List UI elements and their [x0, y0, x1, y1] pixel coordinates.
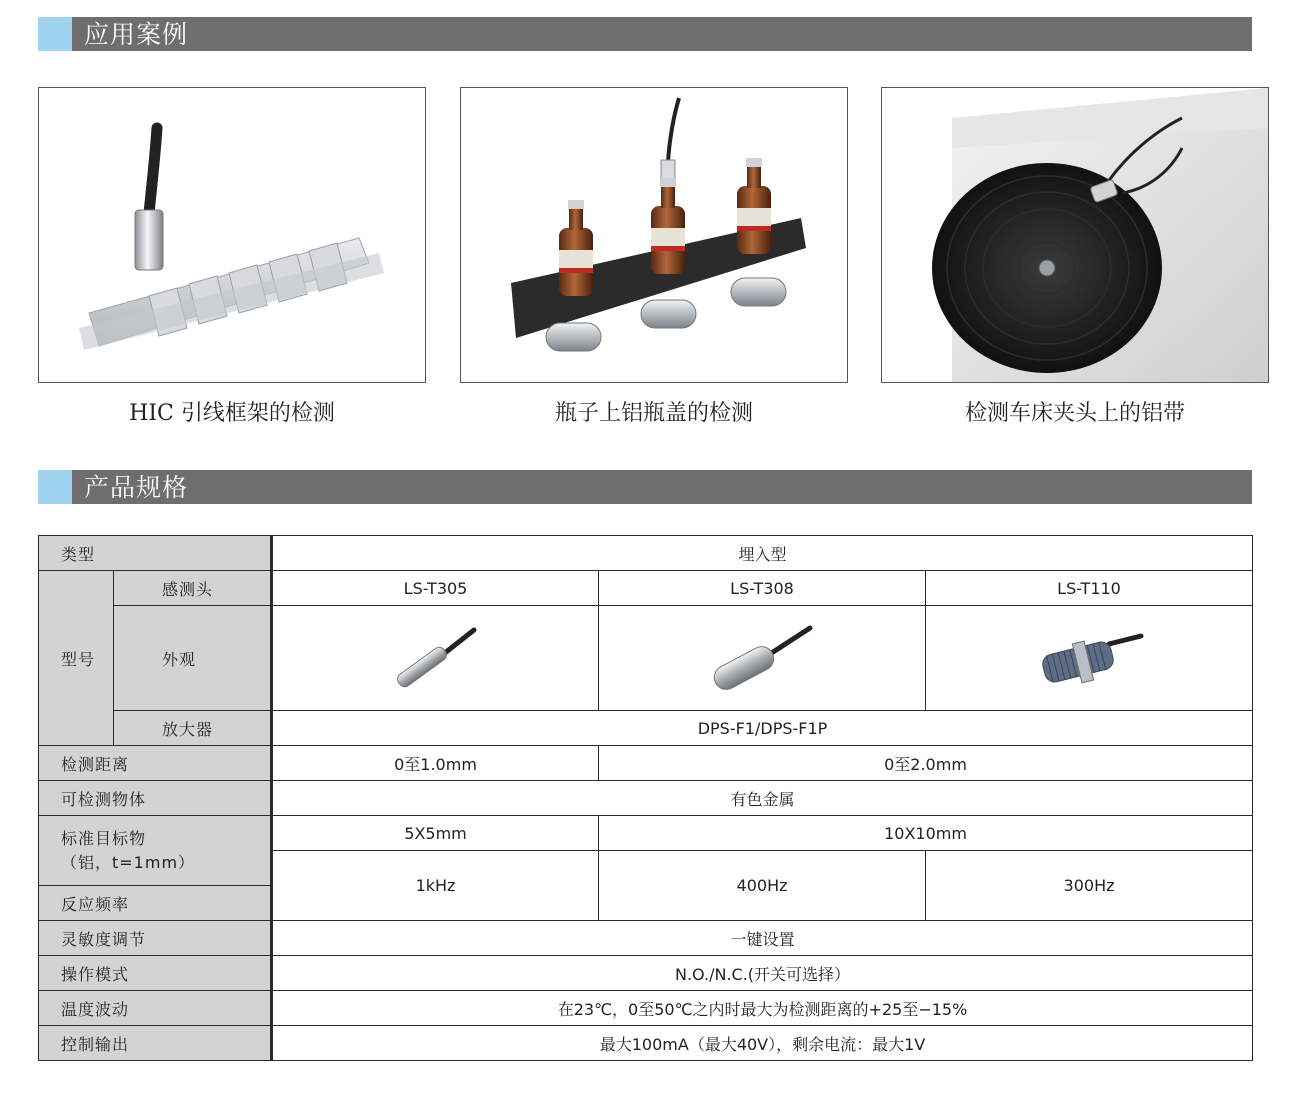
row-label-mode: 操作模式 — [39, 956, 272, 991]
table-row — [39, 571, 1253, 606]
standard-target-value-2: 10X10mm — [599, 816, 1253, 851]
lathe-chuck-illustration — [882, 88, 1268, 382]
bottle-conveyor-illustration — [461, 88, 847, 382]
specs-section-header — [38, 470, 1252, 504]
frequency-value-1: 1kHz — [272, 851, 599, 921]
appearance-cell-3 — [926, 606, 1253, 711]
standard-target-sublabel: （铝，t=1mm） — [61, 852, 196, 872]
sensor-head-2: LS-T308 — [599, 571, 926, 606]
table-row — [39, 956, 1253, 991]
application-image-bottles — [460, 87, 848, 383]
sensor-ls-t110-image — [1029, 616, 1149, 696]
table-row — [39, 606, 1253, 711]
caption-bottles: 瓶子上铝瓶盖的检测 — [554, 401, 753, 426]
standard-target-label: 标准目标物 — [61, 828, 147, 848]
table-row — [39, 921, 1253, 956]
row-label-sensitivity: 灵敏度调节 — [39, 921, 272, 956]
amplifier-value: DPS-F1/DPS-F1P — [272, 711, 1253, 746]
row-label-temperature: 温度波动 — [39, 991, 272, 1026]
applications-section-header — [38, 17, 1252, 51]
section-accent — [38, 470, 72, 504]
distance-value-2: 0至2.0mm — [599, 746, 1253, 781]
lead-frame-illustration — [39, 88, 425, 382]
row-label-distance: 检测距离 — [39, 746, 272, 781]
sensitivity-value: 一键设置 — [272, 921, 1253, 956]
row-label-frequency: 反应频率 — [39, 886, 272, 921]
sensor-head-1: LS-T305 — [272, 571, 599, 606]
frequency-value-2: 400Hz — [599, 851, 926, 921]
row-label-sensor-head: 感测头 — [114, 571, 272, 606]
row-label-output: 控制输出 — [39, 1026, 272, 1061]
sensor-head-3: LS-T110 — [926, 571, 1253, 606]
row-label-type: 类型 — [39, 536, 272, 571]
table-row — [39, 536, 1253, 571]
caption-lathe-chuck: 检测车床夹头上的铝带 — [964, 401, 1185, 426]
temperature-value: 在23℃，0至50℃之内时最大为检测距离的+25至−15% — [272, 991, 1253, 1026]
section-accent — [38, 17, 72, 51]
row-label-standard-target — [39, 816, 272, 886]
row-label-model: 型号 — [39, 571, 114, 746]
output-value: 最大100mA（最大40V），剩余电流：最大1V — [272, 1026, 1253, 1061]
row-label-objects: 可检测物体 — [39, 781, 272, 816]
appearance-cell-2 — [599, 606, 926, 711]
table-row — [39, 746, 1253, 781]
row-label-appearance: 外观 — [114, 606, 272, 711]
table-row — [39, 1026, 1253, 1061]
table-row — [39, 781, 1253, 816]
standard-target-value-1: 5X5mm — [272, 816, 599, 851]
mode-value: N.O./N.C.(开关可选择） — [272, 956, 1253, 991]
caption-lead-frame: HIC 引线框架的检测 — [129, 401, 335, 426]
appearance-cell-1 — [272, 606, 599, 711]
table-row — [39, 816, 1253, 851]
objects-value: 有色金属 — [272, 781, 1253, 816]
table-row — [39, 711, 1253, 746]
application-image-lathe-chuck — [881, 87, 1269, 383]
application-image-lead-frame — [38, 87, 426, 383]
row-label-amplifier: 放大器 — [114, 711, 272, 746]
distance-value-1: 0至1.0mm — [272, 746, 599, 781]
type-value: 埋入型 — [272, 536, 1253, 571]
spec-table — [38, 535, 1253, 1061]
frequency-value-3: 300Hz — [926, 851, 1253, 921]
specs-section-title: 产品规格 — [84, 473, 189, 502]
table-row — [39, 991, 1253, 1026]
applications-section-title: 应用案例 — [84, 20, 189, 49]
sensor-ls-t305-image — [386, 616, 486, 696]
sensor-ls-t308-image — [702, 616, 822, 696]
